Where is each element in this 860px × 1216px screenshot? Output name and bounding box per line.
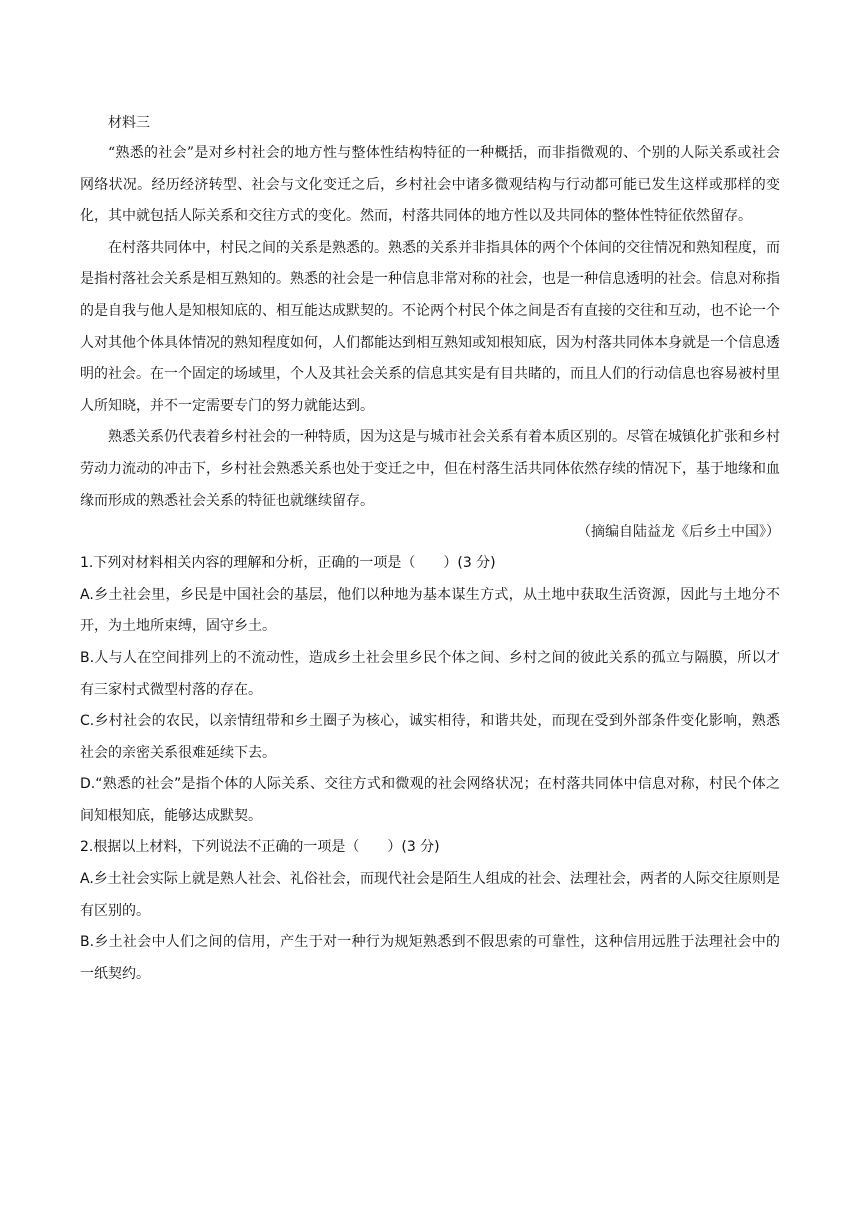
- document-page: [80, 108, 780, 990]
- question-1-option-c: C.乡村社会的农民，以亲情纽带和乡土圈子为核心，诚实相待，和谐共处，而现在受到外部条件变化影响，熟悉社会的亲密关系很难延续下去。: [80, 713, 780, 761]
- material-paragraph-1: “熟悉的社会”是对乡村社会的地方性与整体性结构特征的一种概括，而非指微观的、个别的人际关系或社会网络状况。经历经济转型、社会与文化变迁之后，乡村社会中诸多微观结构与行动都可能已发生这样或那样的变化，其中就包括人际关系和交往方式的变化。然而，村落共同体的地方性以及共同体的整体性特征依然留存。: [80, 145, 780, 225]
- material-paragraph-3: 熟悉关系仍代表着乡村社会的一种特质，因为这是与城市社会关系有着本质区别的。尽管在城镇化扩张和乡村劳动力流动的冲击下，乡村社会熟悉关系也处于变迁之中，但在村落生活共同体依然存续的情况下，基于地缘和血缘而形成的熟悉社会关系的特征也就继续留存。: [80, 429, 780, 509]
- material-paragraph-2: 在村落共同体中，村民之间的关系是熟悉的。熟悉的关系并非指具体的两个个体间的交往情况和熟知程度，而是指村落社会关系是相互熟知的。熟悉的社会是一种信息非常对称的社会，也是一种信息透明的社会。信息对称指的是自我与他人是知根知底的、相互能达成默契的。不论两个村民个体之间是否有直接的交往和互动，也不论一个人对其他个体具体情况的熟知程度如何，人们都能达到相互熟知或知根知底，因为村落共同体本身就是一个信息透明的社会。在一个固定的场域里，个人及其社会关系的信息其实是有目共睹的，而且人们的行动信息也容易被村里人所知晓，并不一定需要专门的努力就能达到。: [80, 239, 780, 414]
- question-1-option-a: A.乡土社会里，乡民是中国社会的基层，他们以种地为基本谋生方式，从土地中获取生活资源，因此与土地分不开，为土地所束缚，固守乡土。: [80, 586, 780, 635]
- question-2-option-a: A.乡土社会实际上就是熟人社会、礼俗社会，而现代社会是陌生人组成的社会、法理社会，两者的人际交往原则是有区别的。: [80, 871, 780, 919]
- question-1-stem: 1.下列对材料相关内容的理解和分析，正确的一项是（ ）(3 分): [80, 555, 496, 572]
- question-1-option-b: B.人与人在空间排列上的不流动性，造成乡土社会里乡民个体之间、乡村之间的彼此关系的孤立与隔膜，所以才有三家村式微型村落的存在。: [80, 649, 780, 698]
- question-2-option-b: B.乡土社会中人们之间的信用，产生于对一种行为规矩熟悉到不假思索的可靠性，这种信用远胜于法理社会中的一纸契约。: [80, 934, 780, 982]
- material-heading: 材料三: [108, 115, 150, 131]
- question-2-stem: 2.根据以上材料，下列说法不正确的一项是（ ）(3 分): [80, 839, 440, 856]
- material-source: （摘编自陆益龙《后乡土中国》）: [577, 524, 780, 541]
- question-1-option-d: D.“熟悉的社会”是指个体的人际关系、交往方式和微观的社会网络状况；在村落共同体中信息对称，村民个体之间知根知底，能够达成默契。: [80, 776, 780, 824]
